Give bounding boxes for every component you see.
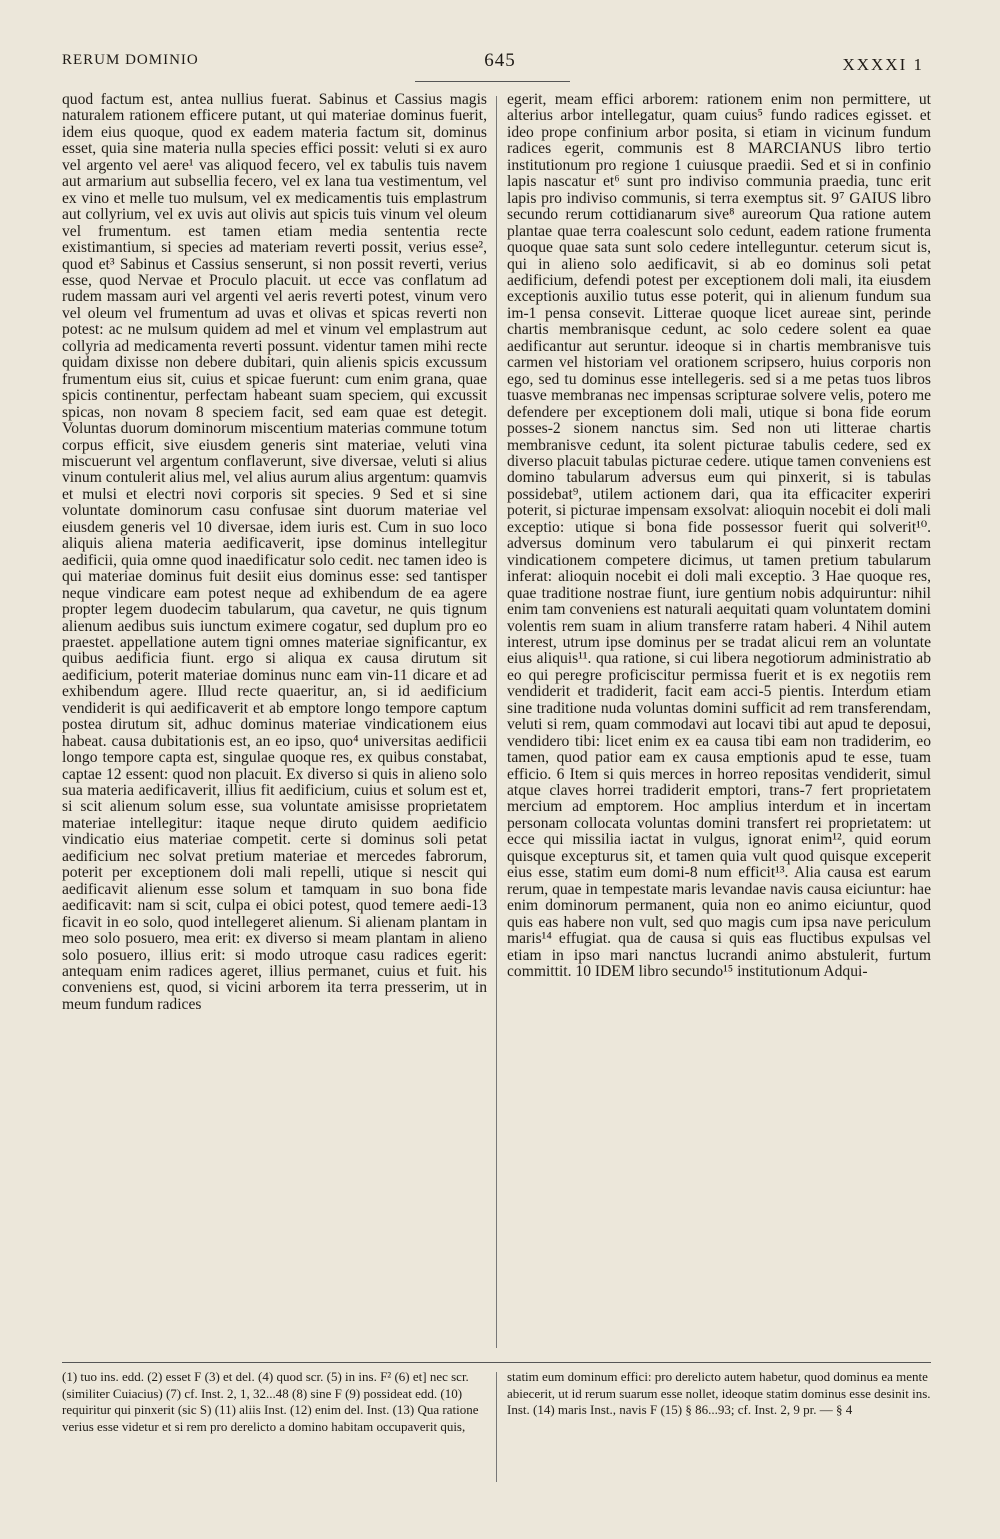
footnotes-left-text: (1) tuo ins. edd. (2) esset F (3) et del. (4) quod scr. (5) in ins. F² (6) et] nec scr. (similiter Cuiacius) (7) cf. Inst. 2, 1, 32...48 (8) sine F (9) possideat edd. (10) requiritur qui pinxerit (sic S) (11) aliis Inst. (12) enim del. Inst. (13) Qua ratione verius esse videtur et si rem pro derelicto a domino habitam occupaverit quis, xyxy=(62,1369,479,1435)
column-divider xyxy=(496,96,497,1348)
right-column xyxy=(507,92,931,980)
left-column xyxy=(62,92,487,1013)
footnotes-right-text: statim eum dominum effici: pro derelicto autem habetur, quod dominus ea mente abiecerit, ut id rerum suarum esse nollet, ideoque statim dominus esse desinit ins. Inst. (14) maris Inst., navis F (15) § 86...93; cf. Inst. 2, 9 pr. — § 4 xyxy=(507,1369,931,1418)
footnotes-left xyxy=(62,1369,482,1436)
header-rule xyxy=(415,81,570,82)
running-title: RERUM DOMINIO xyxy=(62,52,199,68)
footnote-divider xyxy=(496,1372,497,1482)
footnotes-right xyxy=(507,1369,931,1419)
footnote-separator xyxy=(62,1362,931,1363)
section-number: XXXXI 1 xyxy=(842,55,924,74)
right-column-text: egerit, meam effici arborem: rationem enim non permittere, ut alterius arbor intellegatur, quam cuius⁵ fundo radices egisset. et ideo prope confinium arbor posita, si etiam in vicinum fundum radices egerit, communis est 8 MARCIANUS libro tertio institutionum pro regione 1 cuiusque praedii. Sed et si in confinio lapis nascatur et⁶ sunt pro indiviso communia praedia, tunc erit lapis pro indiviso communis, si terra exemptus sit. 9⁷ GAIUS libro secundo rerum cottidianarum sive⁸ aureorum Qua ratione autem plantae quae terra coalescunt solo cedunt, eadem ratione frumenta quoque quae sata sunt solo cedere intelleguntur. ceterum sicut is, qui in alieno solo aedificavit, si ab eo dominus soli petat aedificium, defendi potest per exceptionem doli mali, ita eiusdem exceptionis auxilio tutus esse poterit, qui in alienum fundum sua im-1 pensa consevit. Litterae quoque licet aureae sint, perinde chartis membranisque cedunt, ac solo cedere solent ea quae aedificantur aut seruntur. ideoque si in chartis membranisve tuis carmen vel historiam vel orationem scripsero, huius corporis non ego, sed tu dominus esse intellegeris. sed si a me petas tuos libros tuasve membranas nec impensas scripturae solvere velis, potero me defendere per exceptionem doli mali, utique si bona fide eorum posses-2 sionem nanctus sim. Sed non uti litterae chartis membranisve cedunt, ita solent picturae tabulis cedere, sed ex diverso placuit tabulas picturae cedere. utique tamen conveniens est domino tabularum adversus eum qui pinxerit, si is tabulas possidebat⁹, utilem actionem dari, qua ita efficaciter experiri poterit, si picturae impensam exsolvat: alioquin nocebit ei doli mali exceptio: utique si bona fide possessor fuerit qui solverit¹⁰. adversus dominum vero tabularum ei qui pinxerit rectam vindicationem competere dicimus, ut tamen pretium tabularum inferat: alioquin nocebit ei doli mali exceptio. 3 Hae quoque res, quae traditione nostrae fiunt, iure gentium nobis adquiruntur: nihil enim tam conveniens est naturali aequitati quam voluntatem domini volentis rem suam in alium transferre ratam haberi. 4 Nihil autem interest, utrum ipse dominus per se tradat alicui rem an voluntate eius aliquis¹¹. qua ratione, si cui libera negotiorum administratio ab eo qui peregre proficiscitur permissa fuerit et is ex negotiis rem vendiderit et tradiderit, facit eam acci-5 pientis. Interdum etiam sine traditione nuda voluntas domini sufficit ad rem transferendam, veluti si rem, quam commodavi aut locavi tibi aut apud te deposui, vendidero tibi: licet enim ex ea causa tibi eam non tradiderim, eo tamen, quod patior eam ex causa emptionis apud te esse, tuam efficio. 6 Item si quis merces in horreo repositas vendiderit, simul atque claves horrei tradiderit emptori, trans-7 fert proprietatem mercium ad emptorem. Hoc amplius interdum et in incertam personam collocata voluntas domini transfert rei proprietatem: ut ecce qui missilia iactat in vulgus, ignorat enim¹², quid eorum quisque excepturus sit, et tamen quia vult quod quisque exceperit eius esse, statim eum domi-8 num efficit¹³. Alia causa est earum rerum, quae in tempestate maris levandae navis causa eiciuntur: hae enim dominorum permanent, quia non eo animo eiciuntur, quod quis eas habere non vult, sed quo magis cum ipsa nave periculum maris¹⁴ effugiat. qua de causa si quis eas fluctibus expulsas vel etiam in ipso mari nanctus lucrandi animo abstulerit, furtum committit. 10 IDEM libro secundo¹⁵ institutionum Adqui- xyxy=(507,91,931,981)
left-column-text: quod factum est, antea nullius fuerat. Sabinus et Cassius magis naturalem rationem efficere putant, ut qui materiae dominus fuerit, idem eius quoque, quod ex eadem materia factum sit, dominus esset, quia sine materia nulla species effici possit: veluti si ex auro vel argento vel aere¹ vas aliquod fecero, vel ex tabulis tuis navem aut armarium aut subsellia fecero, vel ex lana tua vestimentum, vel ex vino et melle tuo mulsum, vel ex medicamentis tuis emplastrum aut collyrium, vel ex uvis aut olivis aut spicis tuis vinum vel oleum vel frumentum. est tamen etiam media sententia recte existimantium, si species ad materiam reverti possit, verius esse², quod et³ Sabinus et Cassius senserunt, si non possit reverti, verius esse, quod Nervae et Proculo placuit. ut ecce vas conflatum ad rudem massam auri vel argenti vel aeris reverti potest, vinum vero vel oleum vel frumentum ad uvas et olivas et spicas reverti non potest: ac ne mulsum quidem ad mel et vinum vel emplastrum aut collyria ad medicamenta reverti possunt. videntur tamen mihi recte quidam dixisse non debere dubitari, quin alienis spicis excussum frumentum eius sit, cuius et spicae fuerunt: cum enim grana, quae spicis continentur, perfectam habeant suam speciem, qui excussit spicas, non novam 8 speciem facit, sed eam quae est detegit. Voluntas duorum dominorum miscentium materias commune totum corpus efficit, sive eiusdem generis sint materiae, veluti vina miscuerunt vel argentum conflaverunt, sive diversae, veluti si alius vinum contulerit alius mel, vel alius aurum alius argentum: quamvis et mulsi et electri novi corporis sit species. 9 Sed et si sine voluntate dominorum casu confusae sint duorum materiae vel eiusdem generis vel 10 diversae, idem iuris est. Cum in suo loco aliquis aliena materia aedificaverit, ipse dominus intellegitur aedificii, quia omne quod inaedificatur solo cedit. nec tamen ideo is qui materiae dominus fuit desiit eius dominus esse: sed tantisper neque vindicare eam potest neque ad exhibendum de ea agere propter legem duodecim tabularum, qua cavetur, ne quis tignum alienum aedibus suis iunctum eximere cogatur, sed duplum pro eo praestet. appellatione autem tigni omnes materiae significantur, ex quibus aedificia fiunt. ergo si aliqua ex causa dirutum sit aedificium, poterit materiae dominus nunc eam vin-11 dicare et ad exhibendum agere. Illud recte quaeritur, an, si id aedificium vendiderit is qui aedificaverit et ab emptore longo tempore captum postea dirutum sit, adhuc dominus materiae vindicationem eius habeat. causa dubitationis est, an eo ipso, quo⁴ universitas aedificii longo tempore capta est, singulae quoque res, ex quibus constabat, captae 12 essent: quod non placuit. Ex diverso si quis in alieno solo sua materia aedificaverit, illius fit aedificium, cuius et solum est et, si scit alienum solum esse, sua voluntate amisisse proprietatem materiae intellegitur: itaque neque diruto quidem aedificio vindicatio eius materiae competit. certe si dominus soli petat aedificium nec solvat pretium materiae et mercedes fabrorum, poterit per exceptionem doli mali repelli, utique si nescit qui aedificavit alienum esse solum et tamquam in suo bona fide aedificavit: nam si scit, culpa ei obici potest, quod temere aedi-13 ficavit in eo solo, quod intellegeret alienum. Si alienam plantam in meo solo posuero, mea erit: ex diverso si meam plantam in alieno solo posuero, illius erit: si modo utroque casu radices egerit: antequam enim radices ageret, illius permanet, cuius et fuit. his conveniens est, quod, si vicini arborem ita terra presserim, ut in meum fundum radices xyxy=(62,91,487,1013)
page-number: 645 xyxy=(484,50,516,71)
